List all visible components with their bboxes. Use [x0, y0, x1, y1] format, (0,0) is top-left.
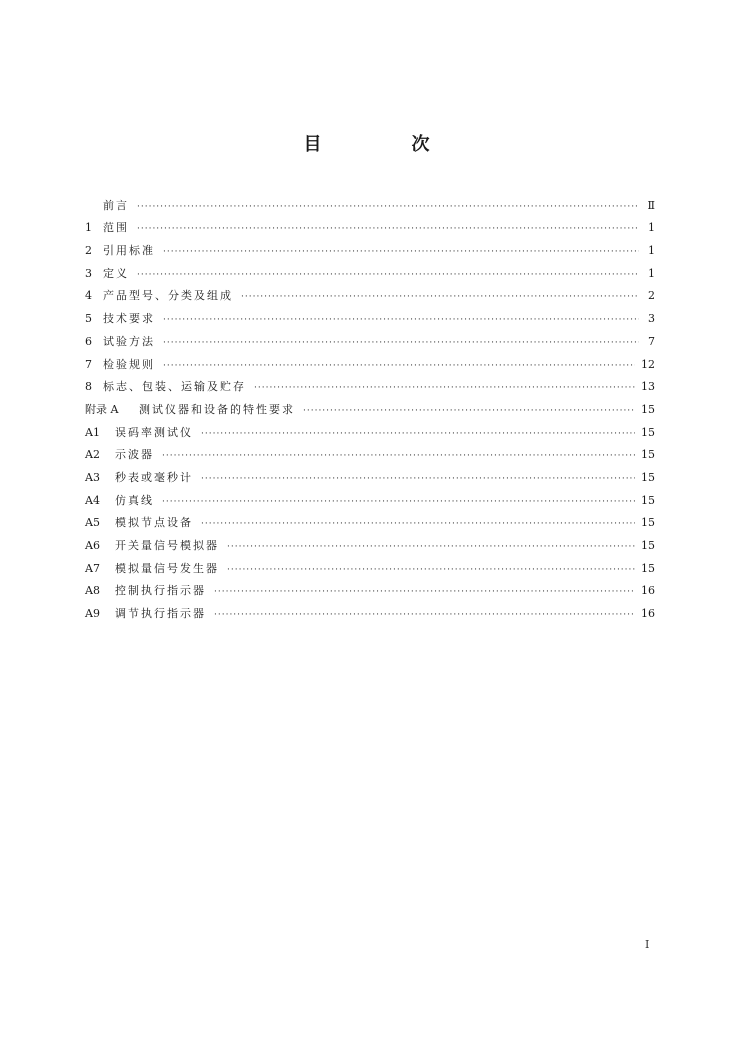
toc-entry-page: 16 [641, 584, 655, 598]
toc-entry-page: 15 [641, 402, 655, 416]
toc-leader-dots [163, 314, 639, 326]
toc-leader-dots [254, 382, 635, 394]
toc-entry-label: 模拟节点设备 [115, 516, 193, 530]
toc-entry[interactable] [85, 576, 655, 599]
toc-entry-page: 12 [641, 357, 655, 371]
toc-entry[interactable] [85, 303, 655, 326]
toc-entry-page: 15 [641, 516, 655, 530]
toc-entry[interactable] [85, 326, 655, 349]
toc-leader-dots [214, 586, 635, 598]
toc-entry[interactable] [85, 462, 655, 485]
toc-entry[interactable] [85, 553, 655, 576]
toc-leader-dots [137, 223, 639, 235]
toc-leader-dots [137, 201, 639, 213]
toc-entry[interactable] [85, 372, 655, 395]
toc-leader-dots [163, 246, 639, 258]
toc-entry-page: 15 [641, 425, 655, 439]
page-title: 目 次 [303, 134, 466, 155]
toc-entry-page: 15 [641, 448, 655, 462]
toc-entry-number: A8 [85, 584, 100, 598]
toc-entry-label: 试验方法 [103, 334, 155, 348]
toc-entry-number: 8 [85, 380, 92, 394]
toc-entry-label: 标志、包装、运输及贮存 [103, 380, 246, 394]
toc-entry-page: 15 [641, 561, 655, 575]
toc-entry-label: 引用标准 [103, 244, 155, 258]
toc-leader-dots [227, 541, 635, 553]
toc-entry-page: 13 [641, 380, 655, 394]
toc-entry-number: 2 [85, 244, 92, 258]
toc-entry-page: 1 [648, 244, 655, 258]
toc-entry-number: 3 [85, 266, 92, 280]
table-of-contents [85, 190, 655, 621]
toc-entry-page: 15 [641, 493, 655, 507]
toc-entry-page: 1 [648, 266, 655, 280]
toc-entry-number: 6 [85, 334, 92, 348]
toc-entry-label: 秒表或毫秒计 [115, 470, 193, 484]
toc-entry[interactable] [85, 508, 655, 531]
toc-entry[interactable] [85, 394, 655, 417]
toc-entry-number: A3 [85, 470, 100, 484]
toc-entry-number: A9 [85, 607, 100, 621]
toc-entry[interactable] [85, 213, 655, 236]
toc-entry-label: 控制执行指示器 [115, 584, 206, 598]
toc-entry-label: 定义 [103, 266, 129, 280]
toc-entry-number: 4 [85, 289, 92, 303]
toc-entry[interactable] [85, 258, 655, 281]
toc-entry-page: 15 [641, 539, 655, 552]
toc-entry-label: 仿真线 [115, 493, 154, 507]
toc-leader-dots [137, 269, 639, 281]
toc-leader-dots [163, 360, 635, 372]
toc-entry-number: A5 [85, 516, 100, 530]
toc-entry-label: 前言 [103, 198, 129, 212]
toc-entry-number: 7 [85, 357, 92, 371]
toc-leader-dots [201, 473, 635, 485]
toc-entry-page: 1 [648, 221, 655, 235]
toc-entry[interactable] [85, 235, 655, 258]
toc-leader-dots [227, 564, 635, 576]
toc-leader-dots [162, 496, 635, 508]
toc-entry-label: 检验规则 [103, 357, 155, 371]
toc-entry[interactable] [85, 598, 655, 621]
toc-leader-dots [201, 518, 635, 530]
toc-entry-page: 3 [648, 312, 655, 326]
toc-entry-number: A6 [85, 539, 100, 552]
toc-leader-dots [241, 291, 639, 303]
toc-entry-page: Ⅱ [647, 198, 655, 212]
toc-entry-label: 模拟量信号发生器 [115, 561, 219, 575]
toc-leader-dots [163, 337, 639, 349]
toc-entry-label: 示波器 [115, 448, 154, 462]
toc-entry-page: 2 [648, 289, 655, 303]
toc-entry[interactable] [85, 190, 655, 213]
toc-entry-label: 调节执行指示器 [115, 607, 206, 621]
toc-entry-number: A4 [85, 493, 100, 507]
toc-leader-dots [162, 450, 635, 462]
toc-entry-label: 范围 [103, 221, 129, 235]
toc-leader-dots [303, 405, 635, 417]
toc-entry-page: 15 [641, 470, 655, 484]
toc-entry-number: A1 [85, 425, 100, 439]
toc-entry[interactable] [85, 530, 655, 553]
toc-entry-number: 附录 A [85, 402, 119, 416]
toc-entry[interactable] [85, 281, 655, 304]
toc-entry-label: 开关量信号模拟器 [115, 539, 219, 552]
toc-entry[interactable] [85, 417, 655, 440]
toc-entry-page: 16 [641, 607, 655, 621]
toc-entry[interactable] [85, 440, 655, 463]
toc-leader-dots [214, 609, 635, 621]
page-number: I [645, 938, 650, 951]
toc-entry-page: 7 [648, 334, 655, 348]
toc-entry-number: A2 [85, 448, 100, 462]
toc-entry-number: A7 [85, 561, 100, 575]
toc-entry-label: 产品型号、分类及组成 [103, 289, 233, 303]
toc-entry-label: 技术要求 [103, 312, 155, 326]
toc-entry-label: 测试仪器和设备的特性要求 [139, 402, 295, 416]
toc-leader-dots [201, 428, 635, 440]
toc-entry-number: 5 [85, 312, 92, 326]
toc-entry[interactable] [85, 349, 655, 372]
toc-entry-label: 误码率测试仪 [115, 425, 193, 439]
toc-entry-number: 1 [85, 221, 92, 235]
toc-entry[interactable] [85, 485, 655, 508]
